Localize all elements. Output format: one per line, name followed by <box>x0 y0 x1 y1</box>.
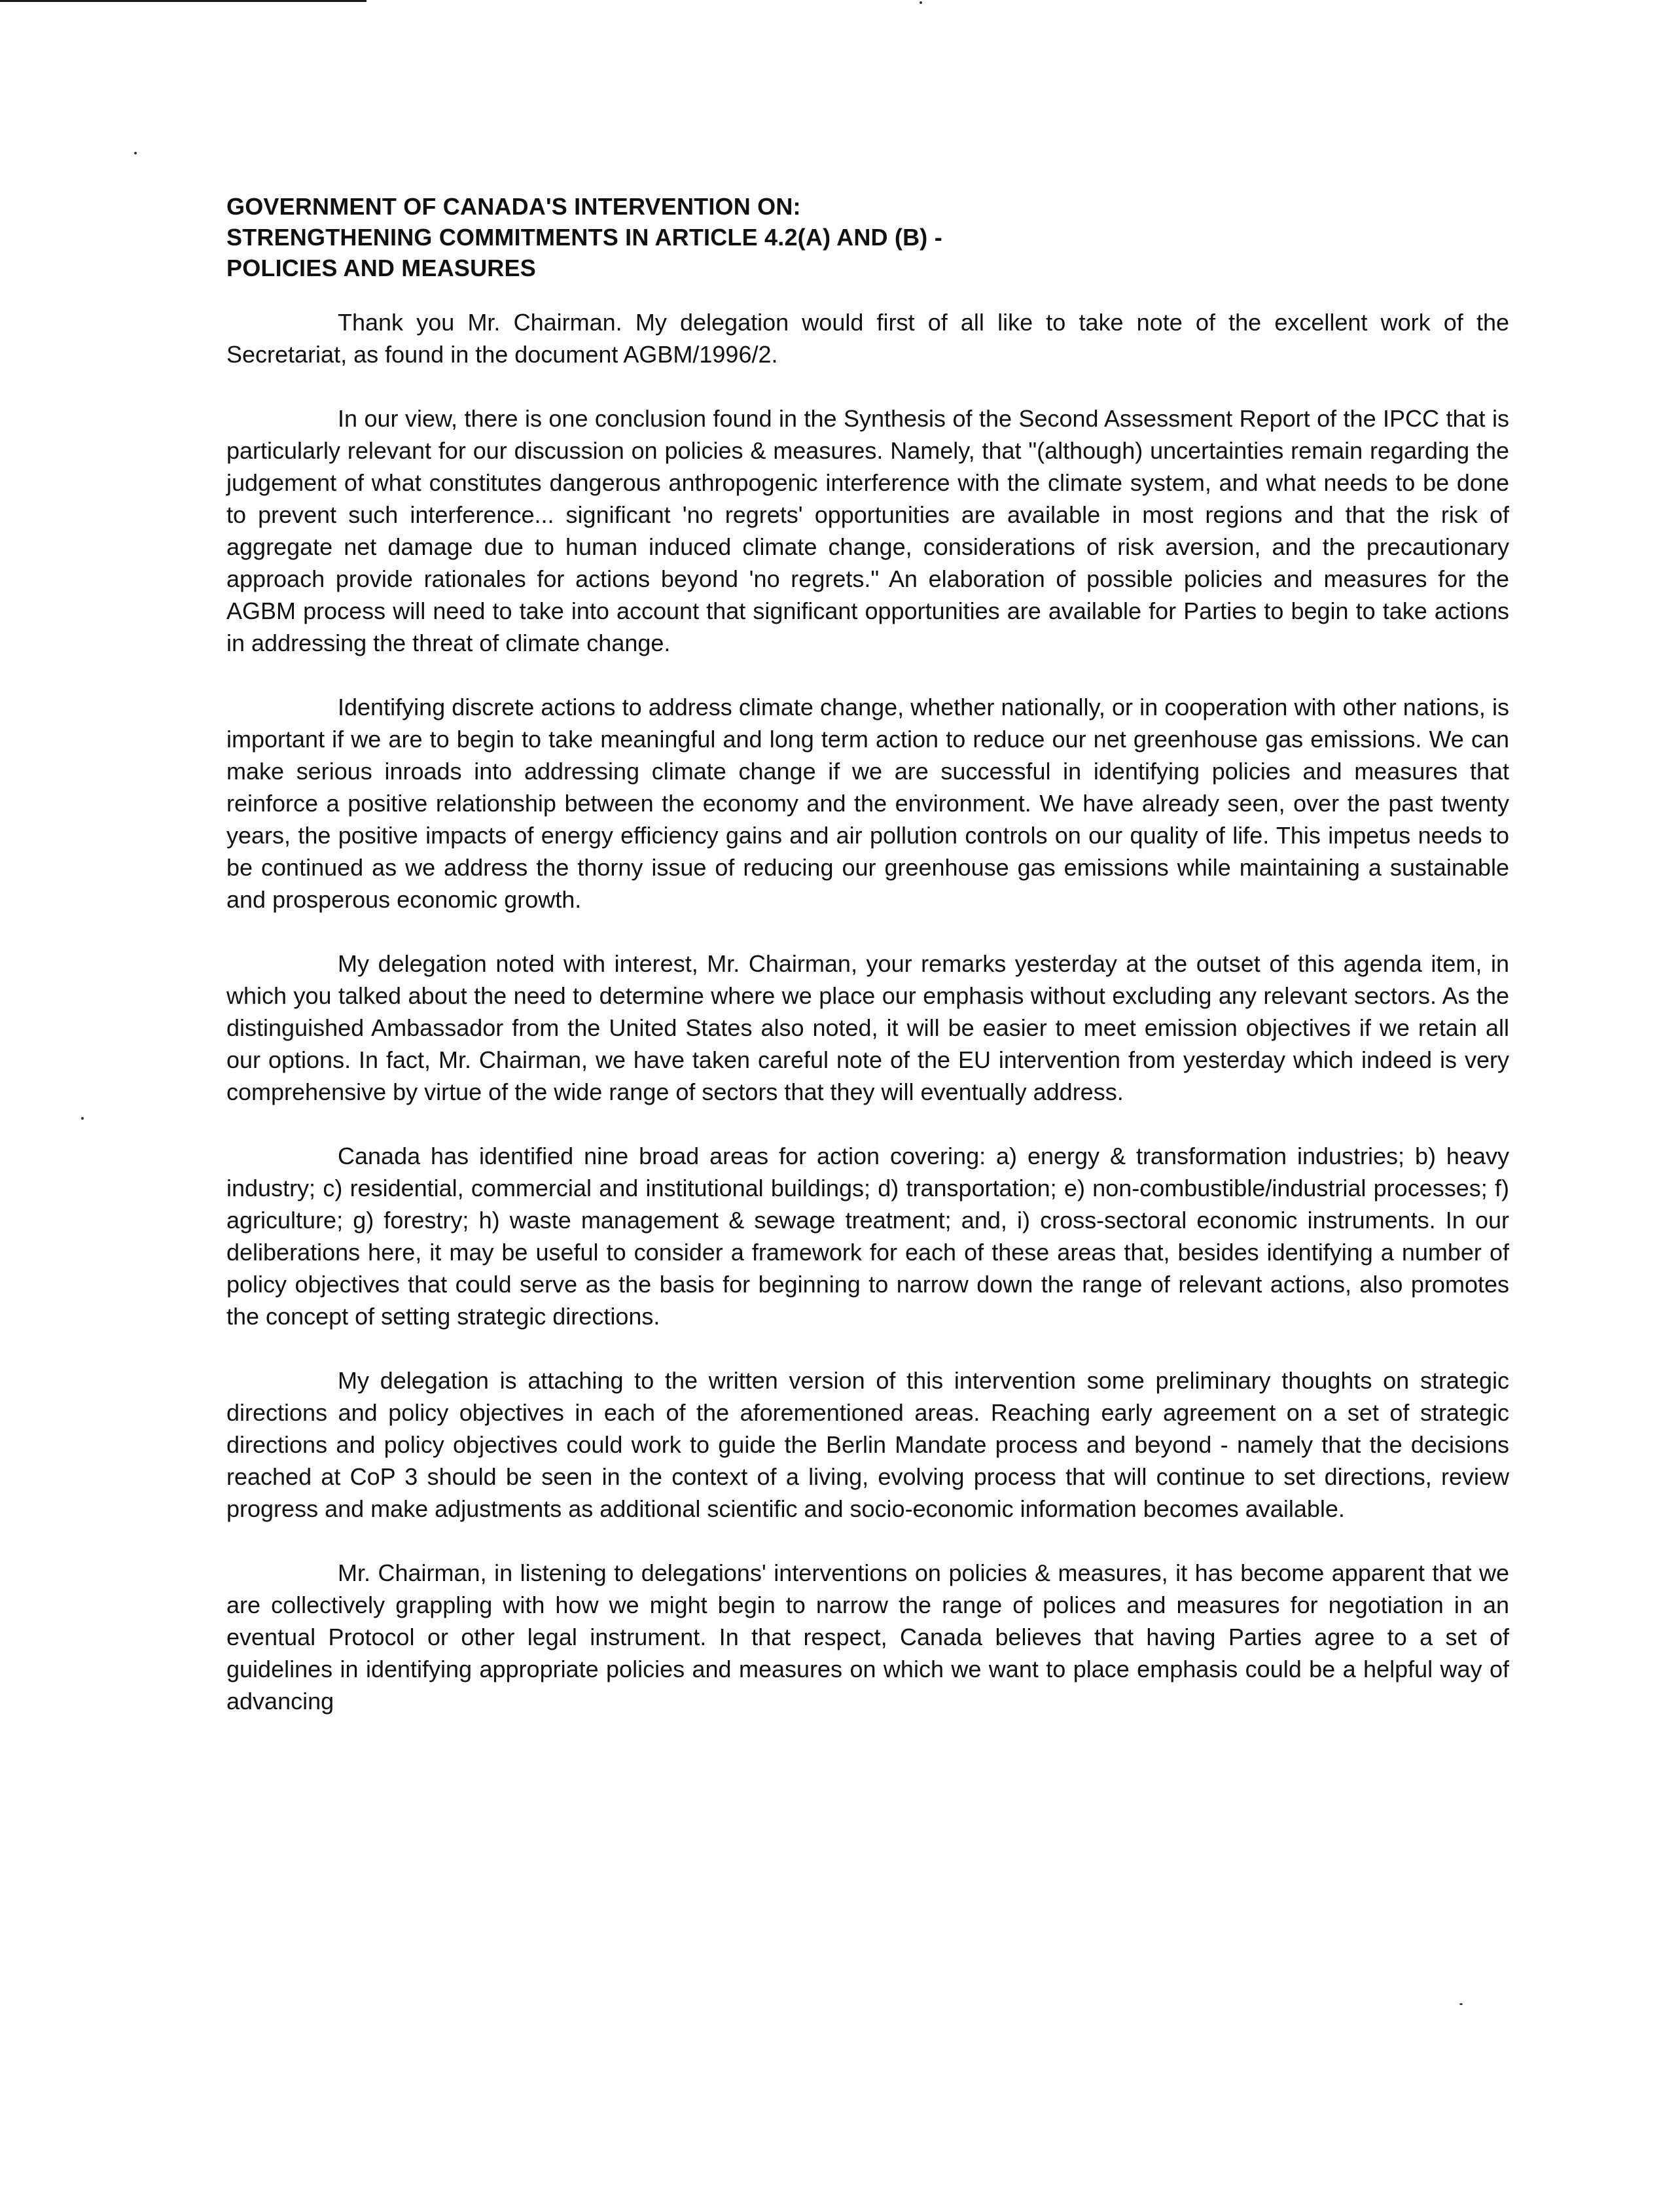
paragraph-nine-areas: Canada has identified nine broad areas for action covering: a) energy & transformation industries; b) heavy industry; c) residential, commercial and institutional buildings; d) transportation; e) non-combustible/industrial processes; f) agriculture; g) forestry; h) waste management & sewage treatment; and, i) cross-sectoral economic instruments. In our deliberations here, it may be useful to consider a framework for each of these areas that, besides identifying a number of policy objectives that could serve as the basis for beginning to narrow down the range of relevant actions, also promotes the concept of setting strategic directions. <box>226 1143 1509 1330</box>
title-line-3: POLICIES AND MEASURES <box>226 255 536 281</box>
paragraph-strategic-directions: My delegation is attaching to the written version of this intervention some preliminary thoughts on strategic directions and policy objectives in each of the aforementioned areas. Reaching early agreement on a set of strategic directions and policy objectives could work to guide the Berlin Mandate process and beyond - namely that the decisions reached at CoP 3 should be seen in the context of a living, evolving process that will continue to set directions, review progress and make adjustments as additional scientific and socio-economic information becomes available. <box>226 1367 1509 1522</box>
paragraph-discrete-actions: Identifying discrete actions to address climate change, whether nationally, or in cooperation with other nations, is important if we are to begin to take meaningful and long term action to reduce our net greenhouse gas emissions. We can make serious inroads into addressing climate change if we are successful in identifying policies and measures that reinforce a positive relationship between the economy and the environment. We have already seen, over the past twenty years, the positive impacts of energy efficiency gains and air pollution controls on our quality of life. This impetus needs to be continued as we address the thorny issue of reducing our greenhouse gas emissions while maintaining a sustainable and prosperous economic growth. <box>226 694 1509 913</box>
document-title <box>226 191 1509 283</box>
title-line-2: STRENGTHENING COMMITMENTS IN ARTICLE 4.2(A) AND (B) - <box>226 224 942 251</box>
document-body <box>226 191 1509 1717</box>
scan-speck <box>134 152 137 154</box>
scan-speck <box>920 1 922 4</box>
paragraph-guidelines: Mr. Chairman, in listening to delegations' interventions on policies & measures, it has become apparent that we are collectively grappling with how we might begin to narrow the range of polices and measures for negotiation in an eventual Protocol or other legal instrument. In that respect, Canada believes that having Parties agree to a set of guidelines in identifying appropriate policies and measures on which we want to place emphasis could be a helpful way of advancing <box>226 1559 1509 1715</box>
scan-edge-line <box>0 0 366 2</box>
paragraph-chairman-remarks: My delegation noted with interest, Mr. Chairman, your remarks yesterday at the outset of this agenda item, in which you talked about the need to determine where we place our emphasis without excluding any relevant sectors. As the distinguished Ambassador from the United States also noted, it will be easier to meet emission objectives if we retain all our options. In fact, Mr. Chairman, we have taken careful note of the EU intervention from yesterday which indeed is very comprehensive by virtue of the wide range of sectors that they will eventually address. <box>226 950 1509 1105</box>
scan-speck <box>81 1117 84 1120</box>
scan-speck <box>1459 2003 1463 2005</box>
title-line-1: GOVERNMENT OF CANADA'S INTERVENTION ON: <box>226 193 801 220</box>
paragraph-thanks: Thank you Mr. Chairman. My delegation would first of all like to take note of the excellent work of the Secretariat, as found in the document AGBM/1996/2. <box>226 309 1509 368</box>
paragraph-ipcc-conclusion: In our view, there is one conclusion found in the Synthesis of the Second Assessment Report of the IPCC that is particularly relevant for our discussion on policies & measures. Namely, that "(although) uncertainties remain regarding the judgement of what constitutes dangerous anthropogenic interference with the climate system, and what needs to be done to prevent such interference... significant 'no regrets' opportunities are available in most regions and that the risk of aggregate net damage due to human induced climate change, considerations of risk aversion, and the precautionary approach provide rationales for actions beyond 'no regrets." An elaboration of possible policies and measures for the AGBM process will need to take into account that significant opportunities are available for Parties to begin to take actions in addressing the threat of climate change. <box>226 405 1509 656</box>
